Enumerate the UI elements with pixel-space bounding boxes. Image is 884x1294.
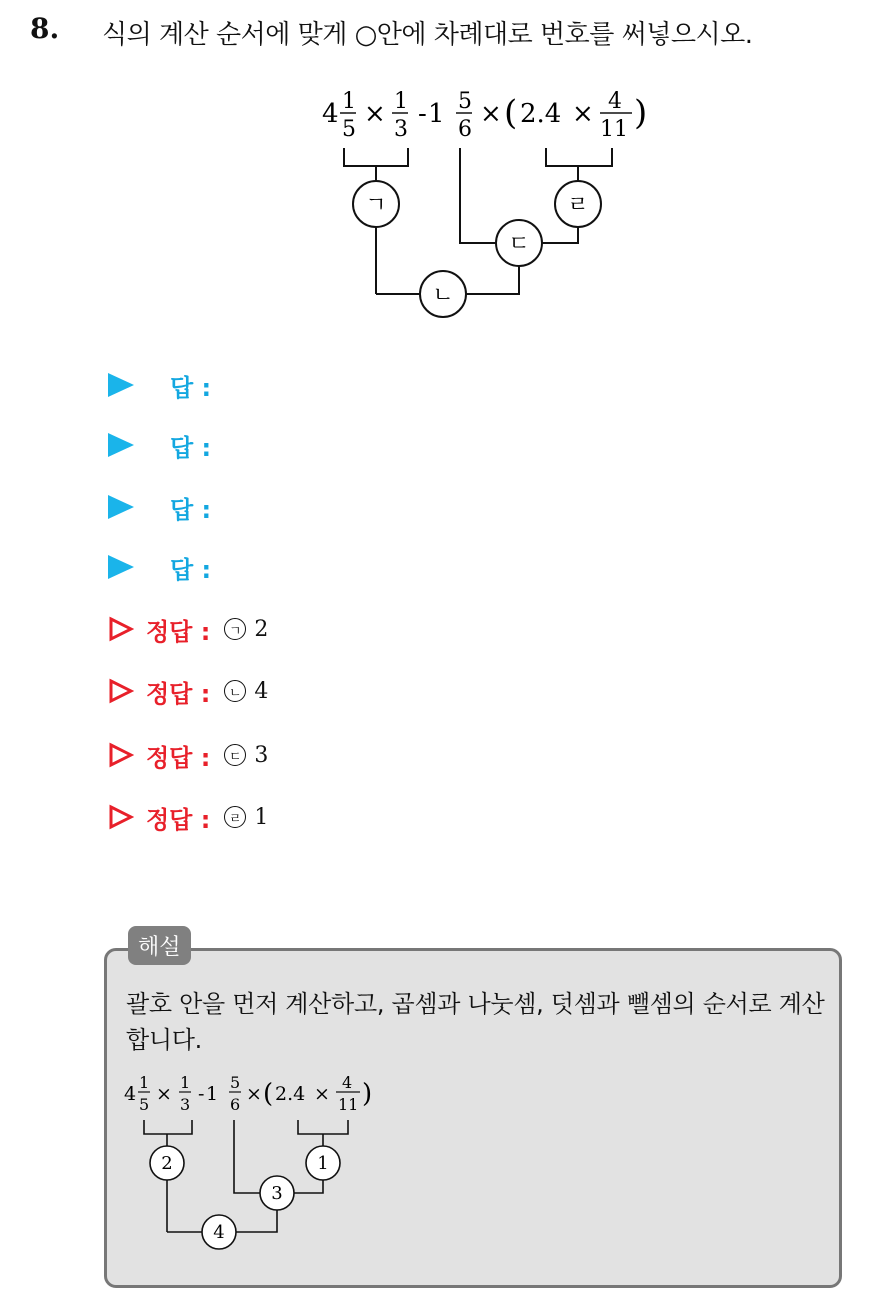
correct-answer-row (108, 738, 268, 772)
expr-times-1: × (156, 1083, 172, 1105)
expr-den-3: 3 (394, 117, 408, 142)
expr-num-5: 5 (230, 1073, 241, 1092)
circled-marker: ㄹ (224, 806, 246, 828)
play-arrow-icon (108, 495, 134, 519)
circle-label-d: ㄹ (567, 193, 589, 218)
expr-whole-4: 4 (322, 99, 339, 129)
expr-minus: - (418, 99, 427, 129)
order-label-a: 2 (161, 1153, 173, 1174)
expr-num-1b: 1 (180, 1073, 191, 1092)
outline-triangle-icon (108, 742, 134, 768)
circled-marker: ㄱ (224, 618, 246, 640)
circle-label-a: ㄱ (365, 193, 387, 218)
circled-marker: ㄴ (224, 680, 246, 702)
answer-label: 답 : (170, 555, 212, 584)
expr-den-11: 11 (338, 1095, 359, 1114)
expr-times-3: × (572, 99, 594, 129)
expr-minus: - (198, 1083, 205, 1105)
outline-triangle-icon (108, 678, 134, 704)
explanation-text: 괄호 안을 먼저 계산하고, 곱셈과 나눗셈, 덧셈과 뺄셈의 순서로 계산합니다. (126, 990, 825, 1054)
expr-times-2: × (246, 1083, 262, 1105)
expr-num-1b: 1 (394, 89, 408, 114)
expr-den-6: 6 (230, 1095, 241, 1114)
outline-triangle-icon (108, 804, 134, 830)
answer-row (108, 368, 211, 402)
correct-answer-row (108, 674, 268, 708)
expr-times-1: × (364, 99, 386, 129)
play-arrow-icon (108, 433, 134, 457)
correct-answer-value: 3 (254, 742, 269, 768)
expr-num-4: 4 (342, 1073, 353, 1092)
answer-row (108, 428, 211, 462)
expr-decimal: 2.4 (520, 99, 562, 129)
expr-num-5: 5 (458, 89, 472, 114)
outline-triangle-icon (108, 616, 134, 642)
expr-den-3: 3 (180, 1095, 191, 1114)
expr-den-11: 11 (600, 117, 628, 142)
correct-answer-row (108, 612, 268, 646)
answer-label: 답 : (170, 373, 212, 402)
expr-times-3: × (314, 1083, 330, 1105)
expr-close-paren: ) (634, 93, 648, 133)
circle-label-c: ㄷ (508, 232, 530, 257)
answer-label: 답 : (170, 495, 212, 524)
circle-label-b: ㄴ (432, 283, 454, 308)
answer-row (108, 490, 211, 524)
expr-whole-1: 1 (428, 99, 445, 129)
expr-times-2: × (480, 99, 502, 129)
question-text: 식의 계산 순서에 맞게 ○안에 차례대로 번호를 써넣으시오. (102, 20, 753, 50)
correct-answer-label: 정답 : (146, 617, 211, 646)
expr-open-paren: ( (504, 93, 518, 133)
expr-close-paren: ) (362, 1079, 373, 1109)
expr-den-5: 5 (139, 1095, 150, 1114)
expr-whole-1: 1 (206, 1083, 219, 1105)
expr-num-1: 1 (139, 1073, 150, 1092)
explanation-diagram (120, 1066, 380, 1256)
correct-answer-value: 2 (254, 616, 269, 642)
play-arrow-icon (108, 373, 134, 397)
order-label-d: 1 (317, 1153, 329, 1174)
explanation-tag: 해설 (128, 926, 191, 965)
expr-num-4: 4 (608, 89, 622, 114)
correct-answer-label: 정답 : (146, 679, 211, 708)
expr-open-paren: ( (263, 1079, 274, 1109)
order-label-c: 3 (271, 1183, 283, 1204)
expr-den-5: 5 (342, 117, 356, 142)
expr-whole-4: 4 (124, 1083, 137, 1105)
order-label-b: 4 (213, 1222, 225, 1243)
circled-marker: ㄷ (224, 744, 246, 766)
order-diagram (300, 80, 660, 330)
correct-answer-label: 정답 : (146, 805, 211, 834)
question-number: 8. (30, 12, 60, 45)
correct-answer-row (108, 800, 268, 834)
answer-row (108, 550, 211, 584)
answer-label: 답 : (170, 433, 212, 462)
expr-den-6: 6 (458, 117, 472, 142)
correct-answer-value: 4 (254, 678, 269, 704)
expr-num-1: 1 (342, 89, 356, 114)
expr-decimal: 2.4 (275, 1083, 306, 1105)
play-arrow-icon (108, 555, 134, 579)
correct-answer-value: 1 (254, 804, 269, 830)
correct-answer-label: 정답 : (146, 743, 211, 772)
